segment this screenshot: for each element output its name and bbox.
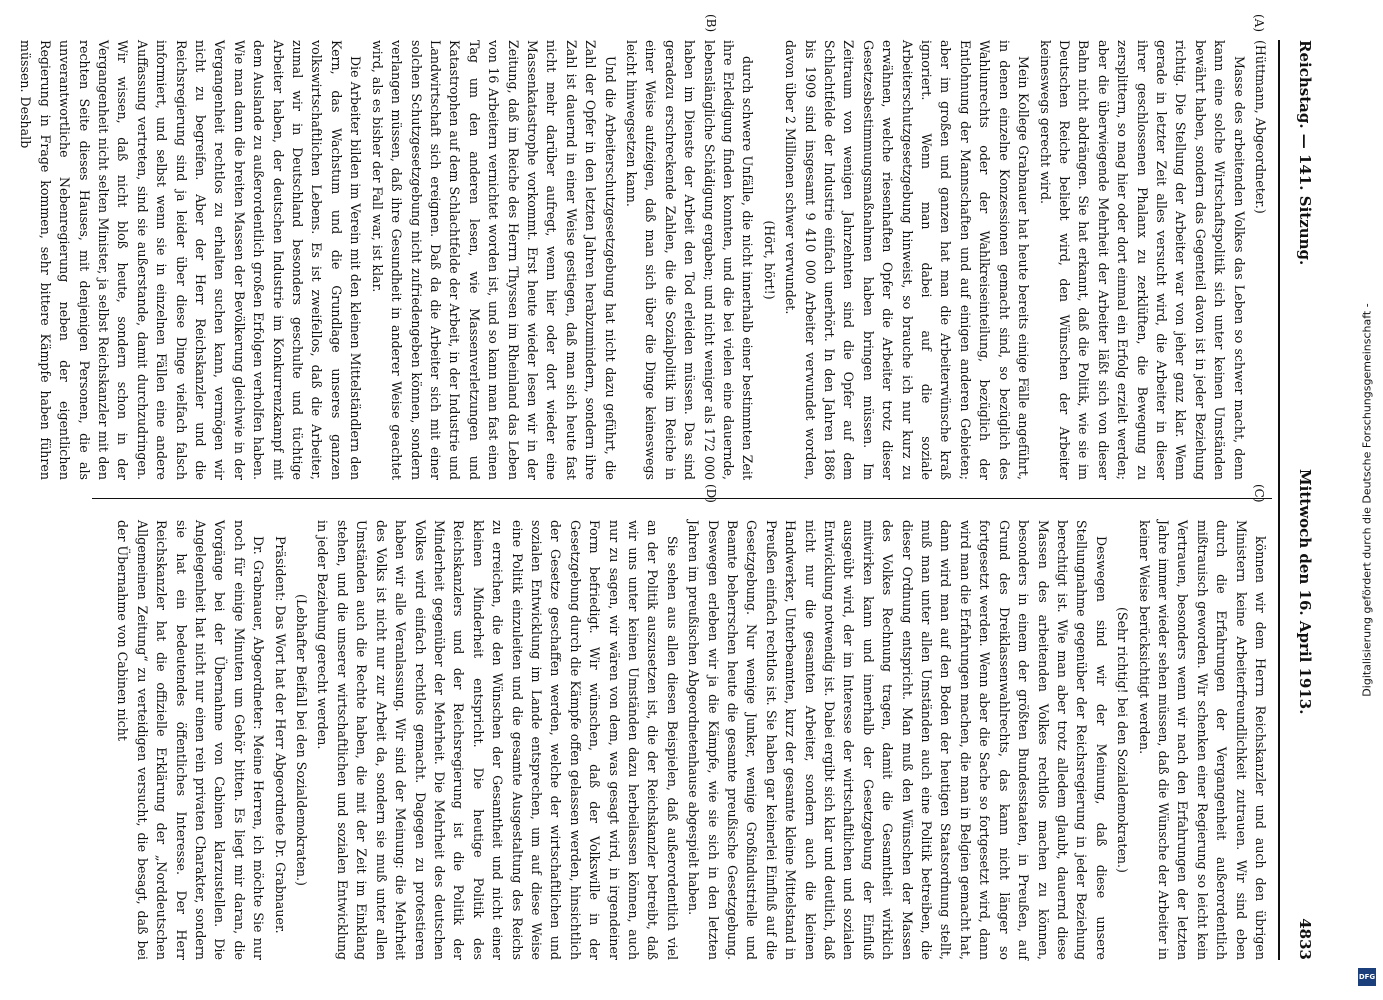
- text-column-right: [111, 520, 1270, 960]
- text-column-left: [14, 40, 1270, 480]
- paragraph: Dr. Grabnauer, Abgeordneter: Meine Herren, ich möchte Sie nur noch für einige Minuten um Gehör bitten. Es liegt mir daran, die Vorgänge bei der Übernahme von Cabinen klarzustellen. Die Angelegenheit hat nicht nur einen rein privaten Charakter, sondern sie hat ein bedeutendes öffentliches Interesse. Der Herr Reichskanzler hat die offizielle Erklärung der „Norddeutschen Allgemeinen Zeitung“ zu verteidigen versucht, die besagt, daß bei der Übernahme von Cabinen nicht: [115, 520, 267, 960]
- paragraph: Die Arbeiter bilden im Verein mit den kleinen Mittelständlern den Kern, das Wachstum und die Grundlage unseres ganzen volkswirtschaftlichen Lebens. Es ist zweifellos, daß die Arbeiter, zumal wir in Deutschland besonders geschulte und tüchtige Arbeiter haben, der deutschen Industrie im Konkurrenzkampf mit dem Auslande zu außerordentlich großen Erfolgen verholfen haben. Wie man dann die breiten Massen der Bevölkerung gleichwie in der Vergangenheit rechtlos zu erhalten suchen kann, vermögen wir nicht zu begreifen. Aber der Herr Reichskanzler und die Reichsregierung sind ja leider über diese Dinge vielfach falsch informiert, und selbst wenn sie in einzelnen Fällen eine andere Auffassung vertreten, sind sie außerstande, damit durchzudringen. Wir wissen, daß nicht bloß heute, sondern schon in der Vergangenheit nicht selten Minister, ja selbst Reichskanzler mit den rechten Seite dieses Hauses, mit denjenigen Personen, die als unverantwortliche Nebenregierung neben der eigentlichen Regierung in Frage kommen, sehr bittere Kämpfe haben führen müssen. Deshalb: [18, 40, 364, 480]
- margin-mark-d: (D): [704, 484, 718, 503]
- page-header: [1284, 40, 1314, 960]
- margin-mark-c: (C): [1252, 484, 1266, 503]
- digitization-credit: [1352, 0, 1382, 1000]
- page-number: 4833: [1296, 918, 1314, 960]
- interjection: (Lebhafter Beifall bei den Sozialdemokraten.): [294, 594, 310, 886]
- header-left: Reichstag. — 141. Sitzung.: [1296, 40, 1314, 266]
- credit-text: Digitalisierung gefördert durch die Deutsche Forschungsgemeinschaft -: [1360, 303, 1374, 697]
- dfg-logo: DFG: [1358, 968, 1376, 986]
- header-right: Mittwoch den 16. April 1913.: [1296, 469, 1314, 715]
- header-rule: [1278, 40, 1280, 960]
- page-sheet: [18, 0, 1332, 1000]
- paragraph: Deswegen sind wir der Meinung, daß diese unsere Stellungnahme gegenüber der Reichsregierung in jeder Beziehung berechtigt ist. Wie man aber trotz alledem glaubt, dauernd diese Massen des arbeitenden Volkes rechtlos machen zu können, besonders in einem der größten Bundesstaaten, in Preußen, auf Grund des Dreiklassenwahlrechts, das kann nicht länger so fortgesetzt werden. Wenn aber die Sache so fortgesetzt wird, dann wird man die Erfahrungen machen, die man in Belgien gemacht hat, dann wird man auf den Boden der heutigen Staatsordnung stellt, muß man unter allen Umständen auch eine Politik betreiben, die dieser Ordnung entspricht. Man muß den Wünschen der Massen des Volkes Rechnung tragen, damit die Gesamtheit wirklich mitwirken kann und innerhalb der Gesetzgebung der Einfluß ausgeübt wird, der im Interesse der wirtschaftlichen und sozialen Entwicklung notwendig ist. Dabei ergibt sich klar und deutlich, daß nicht nur die gesamten Arbeiter, sondern auch die kleinen Handwerker, Unterbeamten, kurz der gesamte kleine Mittelstand in Preußen einfach rechtlos ist. Sie haben gar keinerlei Einfluß auf die Gesetzgebung. Nur wenige Junker, wenige Großindustrielle und Beamte beherrschen heute die gesamte preußische Gesetzgebung. Deswegen erleben wir ja die Kämpfe, wie sie sich in den letzten Jahren im preußischen Abgeordnetenhause abgespielt haben.: [686, 520, 1109, 960]
- column-divider: [92, 498, 1272, 499]
- paragraph: durch schwere Unfälle, die nicht innerhalb einer bestimmten Zeit ihre Erledigung finden konnten, und die bei vielen eine dauernde, lebenslängliche Schädigung ergaben; und nicht weniger als 172 000 haben im Dienste der Arbeit den Tod erleiden müssen. Das sind geradezu erschreckende Zahlen, die die Sozialpolitik im Reiche in einer Weise aufzeigen, daß man sich über die Dinge keineswegs leicht hinwegsetzen kann.: [624, 40, 756, 480]
- interjection: (Sehr richtig! bei den Sozialdemokraten.): [1115, 607, 1131, 873]
- paragraph: Masse des arbeitenden Volkes das Leben so schwer macht, denn kann eine solche Wirtschaftspolitik sich unter keinen Umständen bewährt haben, sondern das Gegenteil davon ist in jeder Beziehung richtig. Die Stellung der Arbeiter war von jeher ganz klar. Wenn gerade in letzter Zeit alles versucht wird, die Arbeiter in dieser ihrer geschlossenen Phalanx zu zerklüften, die Bewegung zu zersplittern, so mag hier oder dort einmal ein Erfolg erzielt werden; aber die überwiegende Mehrheit der Arbeiter läßt sich von dieser Bahn nicht abdrängen. Sie hat erkannt, daß die Politik, wie sie im Deutschen Reiche beliebt wird, den Wünschen der Arbeiter keineswegs gerecht wird.: [1037, 40, 1247, 480]
- scanned-page: [18, 0, 1332, 1000]
- paragraph: können wir dem Herrn Reichskanzler und auch den übrigen Ministern keine Arbeiterfreundlichkeit zutrauen. Wir sind eben durch die Erfahrungen der Vergangenheit außerordentlich mißtrauisch geworden. Wir schenken einer Regierung so leicht kein Vertrauen, besonders wenn wir nach den Erfahrungen der letzten Jahre immer wieder sehen müssen, daß die Wünsche der Arbeiter in keiner Weise berücksichtigt werden.: [1136, 520, 1268, 960]
- interjection: (Hört, hört!): [761, 220, 777, 300]
- margin-mark-b: (B): [704, 14, 718, 33]
- paragraph: Mein Kollege Grabnauer hat heute bereits einige Fälle angeführt, in denen einzelne Konzessionen gemacht sind, so bezüglich des Wahlunrechts oder der Wahlkreiseinteilung, bezüglich der Entlohnung der Mannschaften und auf einigen anderen Gebieten; aber im großen und ganzen hat man die Arbeiterwünsche kraß ignoriert. Wenn man dabei auf die soziale Arbeiterschutzgesetzgebung hinweist, so brauche ich nur kurz zu erwähnen, welche riesenhaften Opfer die Arbeiter trotz dieser Gesetzesbestimmungsmaßnahmen haben bringen müssen. Im Zeitraum von wenigen Jahrzehnten sind die Opfer auf dem Schlachtfelde der Industrie einfach unerhört. In den Jahren 1886 bis 1909 sind insgesamt 9 410 000 Arbeiter verwundet worden, davon über 2 Millionen schwer verwundet.: [783, 40, 1032, 480]
- paragraph: Und die Arbeiterschutzgesetzgebung hat nicht dazu geführt, die Zahl der Opfer in den letzten Jahren herabzumindern, sondern ihre Zahl ist dauernd in einer Weise gestiegen, daß man sich heute fast nicht mehr darüber aufregt, wenn hier oder dort wieder eine Massenkatastrophe vorkommt. Erst heute wieder lesen wir in der Zeitung, daß im Reiche des Herrn Thyssen im Rheinland das Leben von 16 Arbeitern vernichtet worden ist, und so kann man fast einen Tag um den anderen lesen, wie Massenverletzungen und Katastrophen auf dem Schlachtfelde der Arbeit, in der Industrie und Landwirtschaft sich ereignen. Daß da die Arbeiter sich mit einer solchen Schutzgesetzgebung nicht zufriedengeben können, sondern verlangen müssen, daß ihre Gesundheit in anderer Weise geachtet wird, als es bisher der Fall war, ist klar.: [369, 40, 618, 480]
- speaker-line: (Hüttmann, Abgeordneter.): [1253, 40, 1268, 214]
- paragraph: Sie sehen aus allen diesen Beispielen, daß außerordentlich viel an der Politik auszusetzen ist, die der Reichskanzler betreibt, daß wir uns unter keinen Umständen dazu herbeilassen können, auch nur zu sagen, wir wären von dem, was gesagt wird, in irgendeiner Form befriedigt. Wir wünschen, daß der Volkswille in der Gesetzgebung durch die Kämpfe offen gelassen werden, hinsichtlich der Gesetze geschaffen werden, welche der wirtschaftlichen und sozialen Entwicklung im Lande entsprechen, um auf diese Weise eine Politik einzuleiten und die gesamte Ausgestaltung des Reichs zu erreichen, die den Wünschen der Gesamtheit und nicht einer kleinen Minderheit entspricht. Die heutige Politik des Reichskanzlers und der Reichsregierung ist die Politik der Minderheit gegenüber der Mehrheit. Die Mehrheit des deutschen Volkes wird einfach rechtlos gemacht. Dagegen zu protestieren haben wir alle Veranlassung. Wir sind der Meinung: die Mehrheit des Volks ist nicht nur zur Arbeit da, sondern sie muß unter allen Umständen auch die Rechte haben, die mit der Zeit im Einklang stehen, und die unserer wirtschaftlichen und sozialen Entwicklung in jeder Beziehung gerecht werden.: [315, 520, 680, 960]
- president-line: Präsident: Das Wort hat der Herr Abgeordnete Dr. Grabnauer.: [272, 536, 288, 934]
- margin-mark-a: (A): [1252, 14, 1266, 33]
